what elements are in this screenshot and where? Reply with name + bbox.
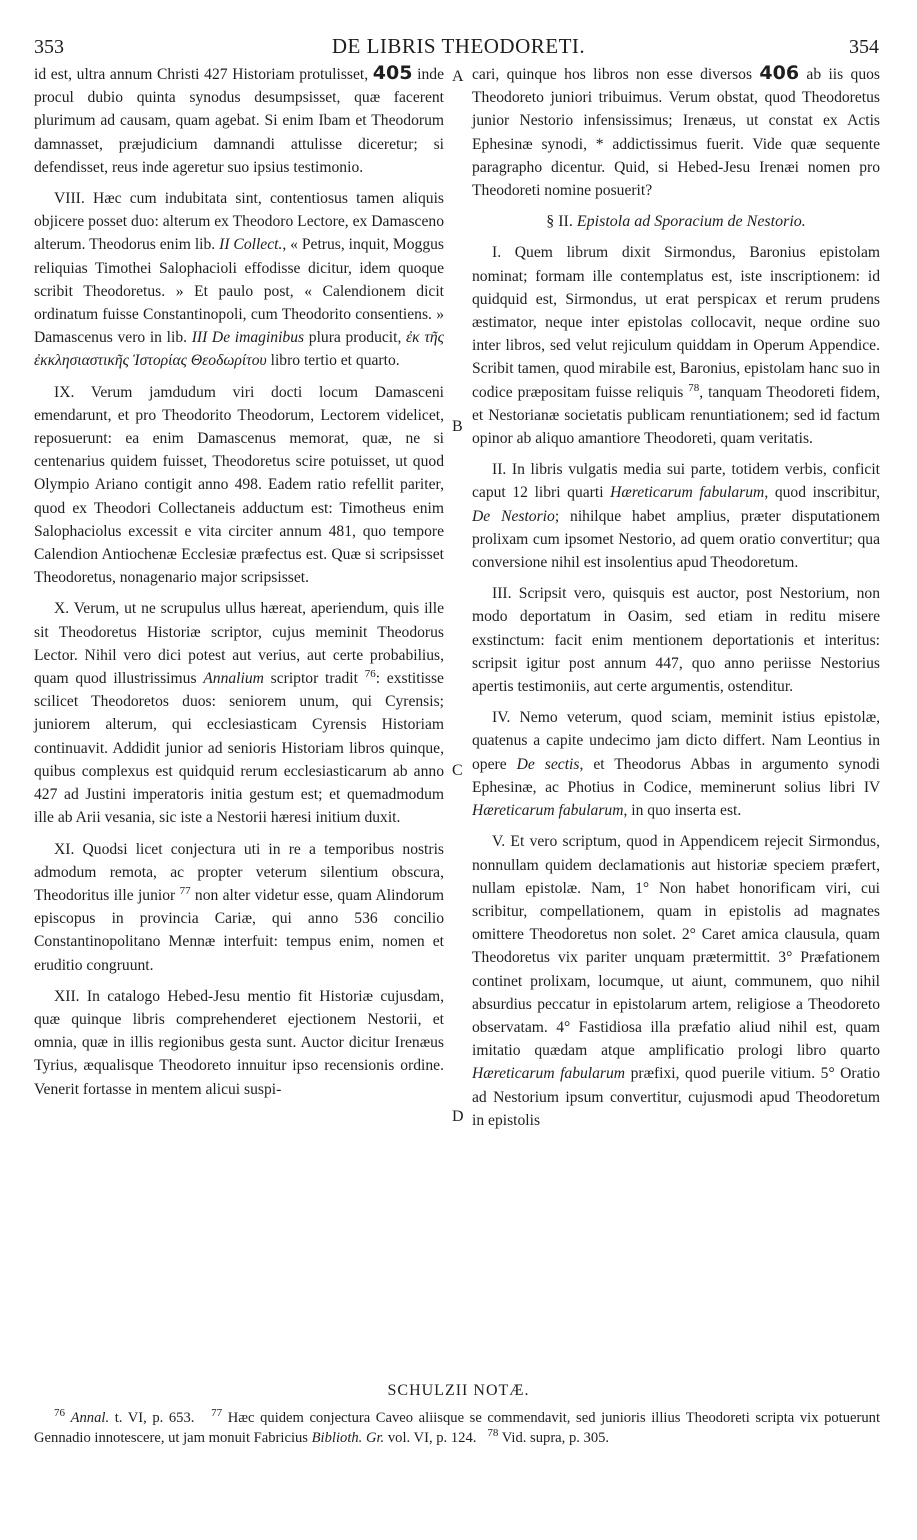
footnote-number: 77 (211, 1407, 223, 1420)
footnote-ref: 78 (688, 381, 700, 394)
marginal-page-number: 406 (759, 62, 800, 84)
paragraph-i: I. Quem librum dixit Sirmondus, Baronius epistolam nominat; formam ille contemplatus est, iste inscriptionem: id quidquid est, Sirmondus, ut erat perspicax et rerum prudens æstimator, neque inter epistolas collocavit, neque ordine suo inter libros, sed velut rejiculum quiddam in Operum Appendice. Scribit tamen, quod mirabile est, Baronius, epistolam hanc suo in codice præpositam fuisse reliquis $^{78}$, tanquam Theodoreti fidem, et Nestorianæ societatis publicam renuntiationem; sed id factum opinor ab aliquo amantiore Theodoreti, quam veritatis. (472, 244, 880, 448)
paragraph-iii: III. Scripsit vero, quisquis est auctor, post Nestorium, non modo deportatum in Oasim, sed etiam in reditu misere exstinctum: facit enim mentionem deportationis et interitus: scripsit igitur post annum 447, quo anno periisse Nestorius apertis testimoniis, aut certe argumentis, ostenditur. (472, 585, 880, 696)
footnote-ref: 76 (364, 667, 376, 680)
notes-heading: SCHULZII NOTÆ. (387, 1382, 530, 1399)
paragraph-v: V. Et vero scriptum, quod in Appendicem rejecit Sirmondus, nonnullam quidem declamationis aut historiæ speciem præfert, nullam epistolæ. Nam, 1° Non habet honorificam viri, cui scribitur, compellationem, quam in epistolis ad magnates omittere Theodoretus non solet. 2° Caret amica clausula, quam Theodoretus vix pariter unquam prætermittit. 3° Præfationem continet prolixam, locumque, ut aiunt, communem, quo nihil absurdius peccatur in epistolarum artem, religiose a Theodoreto observatam. 4° Fastidiosa illa præfatio aliud nihil est, quam imitatio quædam atque amplificatio prologi libro quarto Hæreticarum fabularum præfixi, quod puerile vitium. 5° Oratio ad Nestorium ipsum convertitur, cujusmodi apud Theodoretum in epistolis (472, 833, 881, 1129)
margin-letter: B (452, 418, 463, 435)
page-number-left: 353 (34, 36, 64, 58)
footnote-number: 76 (54, 1407, 65, 1420)
margin-letter: A (452, 68, 464, 85)
greek-quotation: ἐκ τῆς ἐκκλησιαστικῆς Ἱστορίας Θεοδωρίτου (34, 329, 444, 370)
margin-letter: D (452, 1108, 464, 1125)
paragraph-ii: II. In libris vulgatis media sui parte, totidem verbis, conficit caput 12 libri quarti Hæreticarum fabularum, quod inscribitur, De Nestorio; nihilque habet amplius, præter disputationem prolixam cum ipsomet Nestorio, ad quem oratio convertitur; qua conversione nihil est insolentius apud Theodoretum. (472, 461, 880, 572)
paragraph-x: X. Verum, ut ne scrupulus ullus hæreat, aperiendum, quis ille sit Theodoretus Historiæ scriptor, cujus meminit Theodorus Lector. Nihil vero dici potest aut verius, aut certe probabilius, quam quod illustrissimus Annalium scriptor tradit $^{76}$: exstitisse scilicet Theodoretos duos: seniorem unum, qui Cyrensis; juniorem alterum, qui ecclesiasticam Cyrensis Historiam continuavit. Addidit junior ad senioris Historiam libros quinque, quibus complexus est quidquid rerum ecclesiasticarum ab anno 427 ad Justini imperatoris initia gestum est; et quemadmodum ille ab Arii vesania, sic iste a Nestorii hæresi initium duxit. (34, 600, 444, 827)
footnotes: $^{76}$ Annal. t. VI, p. 653. $^{77}$ Hæc quidem conjectura Caveo aliisque se commendavit, sed junioris illius Theodoreti scripta vix potuerunt Gennadio innotescere, ut jam monuit Fabricius Biblioth. Gr. vol. VI, p. 124. $^{78}$ Vid. supra, p. 305. (34, 1407, 881, 1446)
right-column (472, 62, 880, 1140)
paragraph-viii: VIII. Hæc cum indubitata sint, contentiosus tamen aliquis objicere posset duo: alterum ex Theodoro Lectore, ex Damasceno alterum. Theodorus enim lib. II Collect., « Petrus, inquit, Moggus reliquias Timothei Salophacioli effodisse dicitur, idem quoque scribit Theodoretus. » Et paulo post, « Calendionem dicit ordinatum fuisse Constantinopoli, cum Theodorito consentiens. » Damascenus vero in lib. III De imaginibus plura producit, ἐκ τῆς ἐκκλησιαστικῆς Ἱστορίας Θεοδωρίτου libro tertio et quarto. (34, 190, 444, 370)
margin-letter: C (452, 762, 463, 779)
left-column (34, 62, 444, 1109)
page-number-right: 354 (849, 36, 879, 58)
footnote-number: 78 (487, 1427, 499, 1440)
paragraph-ix: IX. Verum jamdudum viri docti locum Damasceni emendarunt, et pro Theodorito Theodorum, Lectorem videlicet, reposuerunt: ea enim Damascenus memorat, quæ, ne si centenarius quidem fuisset, Theodoretus scire potuisset, ut quod Olympio Ariano contigit anno 498. Eadem ratio refellit pariter, quod ex Theodori Collectaneis adductum est: Timotheus enim Salophaciolus excessit e vita circiter annum 481, quo tempore Calendion Antiochenæ Ecclesiæ præfectus est. Quæ si scripsisset Theodoretus, nonagenario major scripsisset. (34, 383, 444, 587)
footnote-ref: 77 (179, 884, 191, 897)
running-title: DE LIBRIS THEODORETI. (331, 34, 586, 58)
marginal-page-number: 405 (372, 62, 413, 84)
paragraph-xi: XI. Quodsi licet conjectura uti in re a temporibus nostris admodum remota, ac propter veterum silentium obscura, Theodoritus ille junior $^{77}$ non alter videtur esse, quam Alindorum episcopus in provincia Cariæ, qui anno 536 concilio Constantinopolitano Mennæ interfuit: tempus enim, nomen et eruditio congruunt. (34, 840, 444, 974)
paragraph-continuation: id est, ultra annum Christi 427 Historiam protulisset, 405 inde procul dubio quinta synodus desumpsisset, quæ facerent plurimum ad causam, quam agebat. Si enim Ibam et Theodorum damnasset, præjudicium damnandi attulisse diceretur; si defendisset, reus inde ageretur suo ipsius testimonio. (34, 62, 444, 176)
paragraph-iv: IV. Nemo veterum, quod sciam, meminit istius epistolæ, quatenus a capite undecimo jam dicto differt. Nam Leontius in opere De sectis, et Theodorus Abbas in argumento synodi Ephesinæ, ac Photius in Codice, meminerunt solius libri IV Hæreticarum fabularum, in quo inserta est. (472, 709, 880, 820)
section-heading: § II. Epistola ad Sporacium de Nestorio. (546, 213, 806, 231)
paragraph-xii: XII. In catalogo Hebed-Jesu mentio fit Historiæ cujusdam, quæ quinque libris comprehenderet ejectionem Nestorii, et omnia, quæ in illis regionibus gesta sunt. Auctor dicitur Irenæus Tyrius, æqualisque Theodoreto innuitur ipso recensionis ordine. Venerit fortasse in mentem alicui suspi- (34, 987, 444, 1098)
paragraph-continuation: cari, quinque hos libros non esse diversos 406 ab iis quos Theodoreto juniori tribuimus. Verum obstat, quod Theodoretus junior Nestorio infensissimus; Irenæus, ut constat ex Actis Ephesinæ synodi, * addictissimus fuerit. Vide quæ sequente paragrapho dicentur. Quid, si Hebed-Jesu Irenæi nomen pro Theodoreti nomine posuerit? (472, 62, 880, 200)
